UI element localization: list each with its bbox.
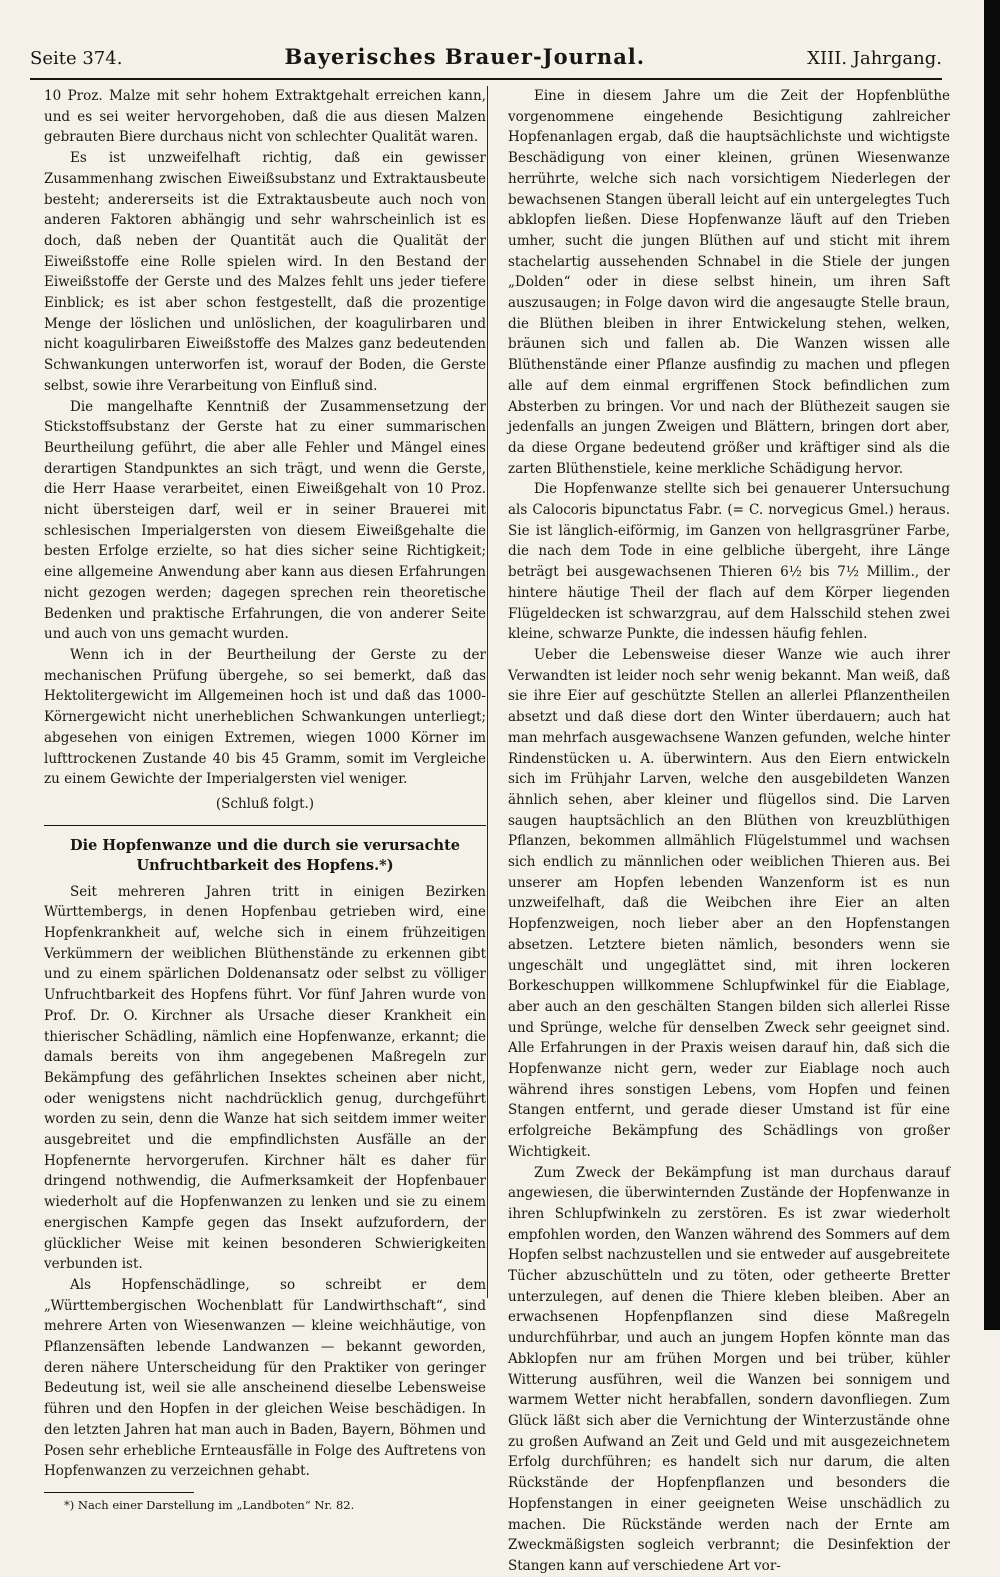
header-rule xyxy=(30,78,942,80)
footnote-rule xyxy=(44,1492,194,1493)
column-divider xyxy=(487,86,488,1298)
paragraph: Eine in diesem Jahre um die Zeit der Hopfenblüthe vorgenommene eingehende Besichtigung zahlreicher Hopfenanlagen ergab, daß die hauptsächlichste und wichtigste Beschädigung von einer kleinen, grünen Wiesenwanze herrührte, welche sich nach vorsichtigem Niederlegen der bewachsenen Stangen überall leicht auf ein untergelegtes Tuch abklopfen ließen. Diese Hopfenwanze läuft auf den Trieben umher, sucht die jungen Blüthen auf und sticht mit ihrem stachelartig aussehenden Schnabel in die Stiele der jungen „Dolden“ oder in diese selbst hinein, um ihren Saft auszusaugen; in Folge davon wird die angesaugte Stelle braun, die Blüthen bleiben in ihrer Entwickelung stehen, welken, bräunen sich und fallen ab. Die Wanzen wissen alle Blüthenstände einer Pflanze ausfindig zu machen und pflegen alle auf dem einmal ergriffenen Stock befindlichen zum Absterben zu bringen. Vor und nach der Blüthezeit saugen sie jedenfalls an jungen Zweigen und Blättern, bringen dort aber, da diese Organe bedeutend größer und kräftiger sind als die zarten Blüthenstiele, keine merkliche Schädigung hervor. xyxy=(508,88,950,477)
paragraph: 10 Proz. Malze mit sehr hohem Extraktgehalt erreichen kann, und es sei weiter hervorgehoben, daß die aus diesen Malzen gebrauten Biere durchaus nicht von schlechter Qualität waren. xyxy=(44,88,486,146)
left-column xyxy=(44,86,486,1513)
scan-edge xyxy=(984,0,1000,1330)
page-number: Seite 374. xyxy=(30,48,123,69)
continued-note: (Schluß folgt.) xyxy=(215,795,315,812)
paragraph: Seit mehreren Jahren tritt in einigen Bezirken Württembergs, in denen Hopfenbau getrieben wird, eine Hopfenkrankheit auf, welche sich in einem frühzeitigen Verkümmern der weiblichen Blüthenstände zu erkennen gibt und zu einem spärlichen Doldenansatz oder selbst zu völliger Unfruchtbarkeit des Hopfens führt. Vor fünf Jahren wurde von Prof. Dr. O. Kirchner als Ursache dieser Krankheit ein thierischer Schädling, nämlich eine Hopfenwanze, erkannt; die damals bereits von ihm angegebenen Maßregeln zur Bekämpfung des gefährlichen Insektes scheinen aber nicht, oder wenigstens nicht nachdrücklich genug, durchgeführt worden zu sein, denn die Wanze hat sich seitdem immer weiter ausgebreitet und die empfindlichsten Ausfälle an der Hopfenernte hervorgerufen. Kirchner hält es daher für dringend nothwendig, die Aufmerksamkeit der Hopfenbauer wiederholt auf die Hopfenwanzen zu lenken und sie zu einem energischen Kampfe gegen das Insekt aufzufordern, der glücklicher Weise mit keinen besonderen Schwierigkeiten verbunden ist. xyxy=(44,883,486,1273)
volume-label: XIII. Jahrgang. xyxy=(807,48,942,69)
paragraph: Zum Zweck der Bekämpfung ist man durchaus darauf angewiesen, die überwinternden Zustände der Hopfenwanze in ihren Schlupfwinkeln zu zerstören. Es ist zwar wiederholt empfohlen worden, den Wanzen während des Sommers auf dem Hopfen selbst nachzustellen und sie entweder auf ausgebreitete Tücher abzuschütteln und zu töten, oder getheerte Bretter unterzulegen, auf denen die Thiere kleben bleiben. Aber an erwachsenen Hopfenpflanzen sind diese Maßregeln undurchführbar, und auch an jungem Hopfen könnte man das Abklopfen nur am frühen Morgen und bei trüber, kühler Witterung ausführen, weil die Wanzen bei sonnigem und warmem Wetter nicht herabfallen, sondern davonfliegen. Zum Glück läßt sich aber die Vernichtung der Winterzustände ohne zu großen Aufwand an Zeit und Geld und mit ausgezeichnetem Erfolg durchführen; es handelt sich nur darum, die alten Rückstände der Hopfenpflanzen und besonders die Hopfenstangen in einer geeigneten Weise unschädlich zu machen. Die Rückstände werden nach der Ernte am Zweckmäßigsten sogleich verbrannt; die Desinfektion der Stangen kann auf verschiedene Art vor- xyxy=(508,1164,950,1574)
paragraph: Es ist unzweifelhaft richtig, daß ein gewisser Zusammenhang zwischen Eiweißsubstanz und Extraktausbeute besteht; andererseits ist die Extraktausbeute auch noch von anderen Faktoren abhängig und sehr wahrscheinlich ist es doch, daß neben der Quantität auch die Qualität der Eiweißstoffe eine Rolle spielen wird. In den Bestand der Eiweißstoffe der Gerste und des Malzes fehlt uns jeder tiefere Einblick; es ist aber schon festgestellt, daß die prozentige Menge der löslichen und unlöslichen, der koagulirbaren und nicht koagulirbaren Eiweißstoffe des Malzes ganz bedeutenden Schwankungen unterworfen ist, worauf der Boden, die Gerste selbst, sowie ihre Verarbeitung von Einfluß sind. xyxy=(44,150,486,394)
article-title: Die Hopfenwanze und die durch sie verursachte Unfruchtbarkeit des Hopfens.*) xyxy=(70,836,460,874)
paragraph: Die Hopfenwanze stellte sich bei genauerer Untersuchung als Calocoris bipunctatus Fabr. (= C. norvegicus Gmel.) heraus. Sie ist länglich-eiförmig, im Ganzen von hellgrasgrüner Farbe, die nach dem Tode in eine gelbliche übergeht, ihre Länge beträgt bei ausgewachsenen Thieren 6½ bis 7½ Millim., der hintere häutige Theil der flach auf dem Körper liegenden Flügeldecken ist schwarzgrau, auf dem Halsschild stehen zwei kleine, schwarze Punkte, die indessen häufig fehlen. xyxy=(508,481,950,643)
paragraph: Ueber die Lebensweise dieser Wanze wie auch ihrer Verwandten ist leider noch sehr wenig bekannt. Man weiß, daß sie ihre Eier auf geschützte Stellen an allerlei Pflanzentheilen absetzt und daß diese dort den Winter überdauern; auch hat man mehrfach ausgewachsene Wanzen gefunden, welche hinter Rindenstücken u. A. überwintern. Aus den Eiern entwickeln sich im Frühjahr Larven, welche den ausgebildeten Wanzen ähnlich sehen, aber kleiner und flügellos sind. Die Larven saugen hauptsächlich an den Blüthen von kreuzblüthigen Pflanzen, bekommen allmählich Flügelstummel und wachsen sich endlich zu männlichen oder weiblichen Thieren aus. Bei unserer am Hopfen lebenden Wanzenform ist es nun unzweifelhaft, daß die Weibchen ihre Eier an alten Hopfenzweigen, noch lieber aber an den Hopfenstangen absetzen. Letztere bieten nämlich, besonders wenn sie ungeschält und ungeglättet sind, mit ihren lockeren Borkeschuppen willkommene Schlupfwinkel für die Eiablage, aber auch an den geschälten Stangen bilden sich allerlei Risse und Sprünge, welche für denselben Zweck sehr geeignet sind. Alle Erfahrungen in der Praxis weisen darauf hin, daß sich die Hopfenwanze nicht gern, weder zur Eiablage noch auch während ihres sonstigen Lebens, vom Hopfen und feinen Stangen entfernt, und gerade dieser Umstand ist für eine erfolgreiche Bekämpfung des Schädlings von großer Wichtigkeit. xyxy=(508,646,950,1160)
paragraph: Als Hopfenschädlinge, so schreibt er dem „Württembergischen Wochenblatt für Landwirthschaft“, sind mehrere Arten von Wiesenwanzen — kleine weichhäutige, von Pflanzensäften lebende Landwanzen — bekannt geworden, deren nähere Unterscheidung für den Praktiker von geringer Bedeutung ist, weil sie alle anscheinend dieselbe Lebensweise führen und den Hopfen in der gleichen Weise beschädigen. In den letzten Jahren hat man auch in Baden, Bayern, Böhmen und Posen sehr erhebliche Ernteausfälle in Folge des Auftretens von Hopfenwanzen zu verzeichnen gehabt. xyxy=(44,1276,486,1480)
footnote: *) Nach einer Darstellung im „Landboten“ Nr. 82. xyxy=(64,1498,355,1512)
running-header xyxy=(30,44,942,74)
section-rule xyxy=(44,825,486,826)
paragraph: Wenn ich in der Beurtheilung der Gerste zu der mechanischen Prüfung übergehe, so sei bemerkt, daß das Hektolitergewicht im Allgemeinen hoch ist und daß das 1000-Körnergewicht nicht unerheblichen Schwankungen unterliegt; abgesehen von einigen Extremen, wiegen 1000 Körner im lufttrockenen Zustande 40 bis 45 Gramm, somit im Vergleiche zu einem Gewichte der Imperialgersten viel weniger. xyxy=(44,646,486,788)
right-column xyxy=(508,86,950,1577)
journal-title: Bayerisches Brauer-Journal. xyxy=(284,44,646,69)
paragraph: Die mangelhafte Kenntniß der Zusammensetzung der Stickstoffsubstanz der Gerste hat zu einer summarischen Beurtheilung geführt, die aber alle Fehler und Mängel eines derartigen Standpunktes an sich trägt, und wenn die Gerste, die Herr Haase verarbeitet, einen Eiweißgehalt von 10 Proz. nicht übersteigen darf, weil er in seiner Brauerei mit schlesischen Imperialgersten von diesem Eiweißgehalte die besten Erfolge erzielte, so hat dies sicher seine Richtigkeit; eine allgemeine Anwendung aber kann aus diesen Erfahrungen nicht gezogen werden; dagegen sprechen rein theoretische Bedenken und praktische Erfahrungen, die von anderer Seite und auch von uns gemacht wurden. xyxy=(44,398,486,643)
